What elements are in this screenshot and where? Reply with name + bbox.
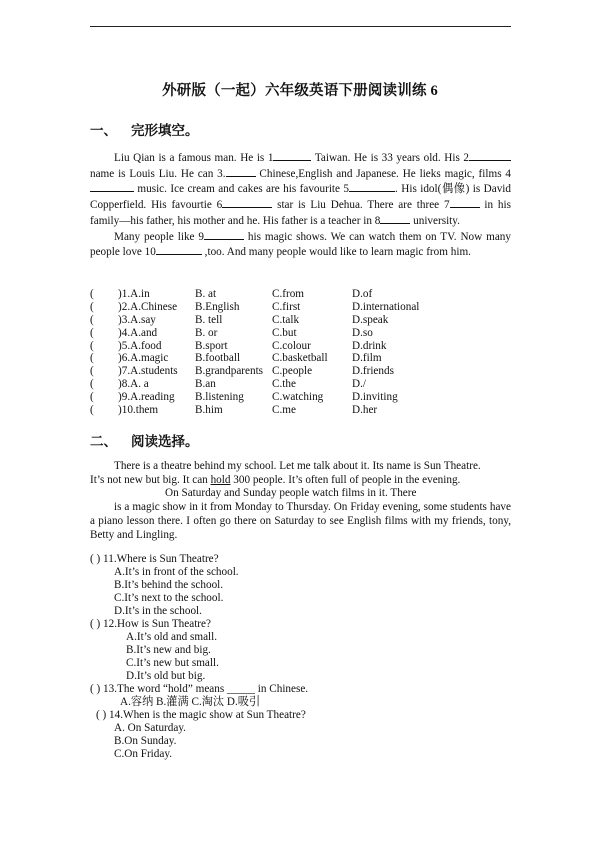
option-c: C.the: [272, 378, 296, 391]
option-d: D.of: [352, 288, 373, 300]
option-b: B.listening: [195, 391, 244, 404]
option-d: D.her: [352, 404, 378, 417]
option-c: C.colour: [272, 339, 311, 352]
question-option[interactable]: A.It’s old and small.: [126, 631, 218, 643]
option-a: )7.A.students: [118, 365, 178, 378]
blank-4[interactable]: [90, 181, 134, 192]
reading-line-4: is a magic show in it from Monday to Thursday. On Friday evening, some students have a piano lesson there. I often go there on Saturday to see English films with my friends, tony, Betty and Lingling.: [90, 501, 511, 541]
option-b: B.an: [195, 378, 216, 391]
option-b: B.football: [195, 352, 241, 365]
option-d: D.friends: [352, 365, 394, 378]
option-b: B. or: [195, 326, 218, 339]
question-option[interactable]: D.It’s in the school.: [114, 605, 202, 617]
option-d: D.so: [352, 326, 373, 339]
question-option[interactable]: B.On Sunday.: [114, 735, 177, 747]
option-a: )6.A.magic: [118, 352, 169, 365]
reading-line-2: It’s not new but big. It can hold 300 people. It’s often full of people in the evening.: [90, 473, 461, 486]
cloze-paragraph-2: Many people like 9 his magic shows. We can watch them on TV. Now many people love 10 ,too. And many people would like to learn magic from him.: [90, 230, 511, 259]
option-a: )10.them: [118, 404, 159, 417]
reading-questions: [90, 553, 308, 761]
option-c: C.but: [272, 326, 297, 339]
option-d: D.drink: [352, 339, 387, 352]
option-d: D.inviting: [352, 391, 398, 404]
option-a: )1.A.in: [118, 288, 150, 300]
option-b: B. at: [195, 288, 217, 300]
option-c: C.talk: [272, 313, 300, 326]
answer-bracket[interactable]: (: [90, 326, 94, 339]
question-option[interactable]: A.It’s in front of the school.: [114, 566, 239, 578]
option-d: D./: [352, 378, 366, 391]
blank-6[interactable]: [222, 197, 272, 208]
question-stem: ( ) 11.Where is Sun Theatre?: [90, 553, 219, 565]
reading-passage: [90, 460, 511, 542]
question-stem: ( ) 13.The word “hold” means _____ in Chinese.: [90, 683, 309, 695]
answer-bracket[interactable]: (: [90, 404, 94, 417]
option-c: C.from: [272, 288, 305, 300]
answer-bracket[interactable]: (: [90, 378, 94, 391]
option-b: B.English: [195, 300, 240, 313]
question-12: [90, 618, 308, 683]
question-option[interactable]: A.容纳 B.灌满 C.淘汰 D.吸引: [120, 696, 261, 708]
reading-line-3: On Saturday and Sunday people watch films in it. There: [165, 487, 417, 500]
question-option[interactable]: D.It’s old but big.: [126, 670, 206, 682]
option-a: )5.A.food: [118, 339, 162, 352]
blank-9[interactable]: [204, 229, 244, 240]
question-option[interactable]: C.It’s next to the school.: [114, 592, 224, 604]
option-a: )9.A.reading: [118, 391, 175, 404]
blank-2[interactable]: [469, 150, 511, 161]
answer-bracket[interactable]: (: [90, 352, 94, 365]
question-14: [90, 709, 308, 761]
option-a: )8.A. a: [118, 378, 149, 391]
question-stem: ( ) 14.When is the magic show at Sun Theatre?: [96, 709, 306, 721]
section-1-title: 完形填空。: [131, 123, 199, 138]
question-option[interactable]: B.It’s behind the school.: [114, 579, 224, 591]
option-c: C.people: [272, 365, 313, 378]
answer-bracket[interactable]: (: [90, 313, 94, 326]
cloze-paragraph-1: Liu Qian is a famous man. He is 1 Taiwan. He is 33 years old. His 2 name is Louis Liu. He can 3. Chinese,English and Japanese. He lieks magic, films 4 music. Ice cream and cakes are his favourite 5 . His idol(偶像) is David Copperfield. His favourtie 6 star is Liu Dehua. There are three 7 in his family—his father, his mother and he. His father is a teacher in 8 university.: [90, 152, 511, 227]
question-option[interactable]: C.It’s new but small.: [126, 657, 219, 669]
page-title: 外研版（一起）六年级英语下册阅读训练 6: [162, 83, 438, 99]
blank-10[interactable]: [156, 244, 202, 255]
question-11: [90, 553, 308, 618]
option-c: C.first: [272, 300, 301, 313]
cloze-passage: [90, 150, 511, 260]
blank-5[interactable]: [349, 181, 395, 192]
section-2-title: 阅读选择。: [131, 434, 199, 449]
option-a: )4.A.and: [118, 326, 158, 339]
section-2-number: 二、: [90, 434, 117, 449]
blank-1[interactable]: [273, 150, 311, 161]
option-b: B.sport: [195, 339, 228, 352]
answer-bracket[interactable]: (: [90, 300, 94, 313]
option-b: B.him: [195, 404, 223, 417]
option-d: D.international: [352, 300, 420, 313]
blank-3[interactable]: [226, 166, 256, 177]
option-b: B. tell: [195, 313, 223, 326]
section-2-heading: [90, 430, 199, 450]
option-a: )2.A.Chinese: [118, 300, 178, 313]
answer-bracket[interactable]: (: [90, 339, 94, 352]
answer-bracket[interactable]: (: [90, 288, 94, 300]
blank-8[interactable]: [380, 213, 410, 224]
top-rule: [90, 26, 511, 27]
option-d: D.speak: [352, 313, 389, 326]
answer-bracket[interactable]: (: [90, 365, 94, 378]
question-13: [90, 683, 308, 709]
option-d: D.film: [352, 352, 382, 365]
question-option[interactable]: C.On Friday.: [114, 748, 173, 760]
reading-line-1: There is a theatre behind my school. Let me talk about it. Its name is Sun Theatre.: [114, 460, 481, 472]
option-c: C.watching: [272, 391, 324, 404]
underlined-word-hold: hold: [210, 473, 231, 486]
option-c: C.me: [272, 404, 296, 417]
question-stem: ( ) 12.How is Sun Theatre?: [90, 618, 211, 630]
question-option[interactable]: A. On Saturday.: [114, 722, 186, 734]
blank-7[interactable]: [450, 197, 480, 208]
section-1-heading: [90, 119, 199, 139]
option-b: B.grandparents: [195, 365, 264, 378]
answer-bracket[interactable]: (: [90, 391, 94, 404]
question-option[interactable]: B.It’s new and big.: [126, 644, 211, 656]
section-1-number: 一、: [90, 123, 117, 138]
option-a: )3.A.say: [118, 313, 156, 326]
option-c: C.basketball: [272, 352, 328, 365]
